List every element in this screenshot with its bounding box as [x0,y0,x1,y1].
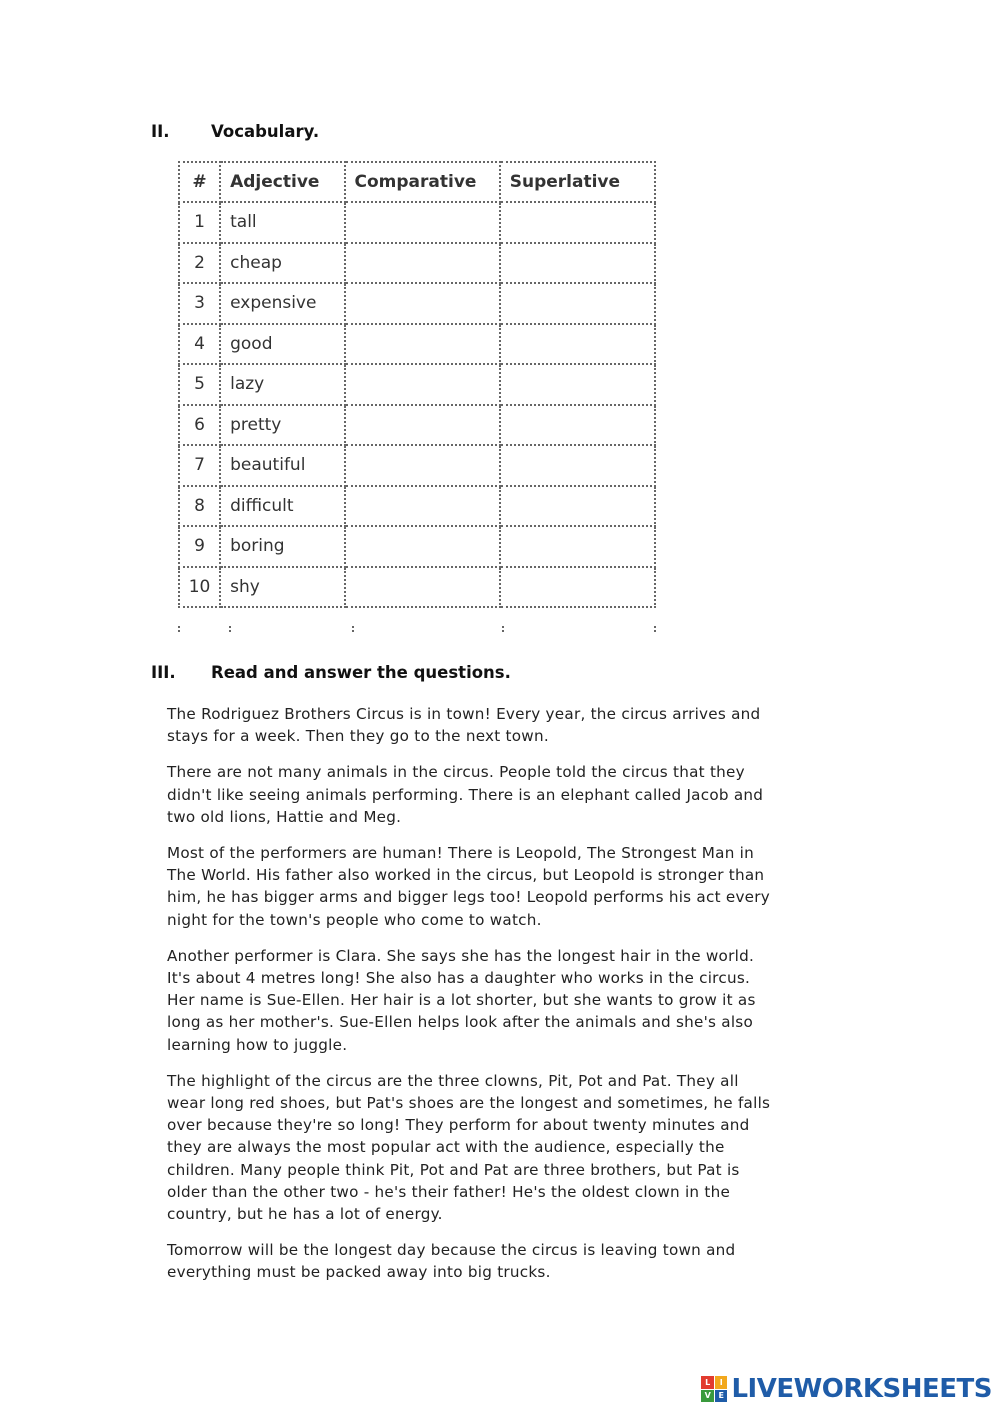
logo-letter: E [715,1390,728,1403]
logo-letter: V [701,1390,714,1403]
adjective-cell: beautiful [220,445,344,486]
row-number: 4 [179,324,220,365]
comparative-answer-cell[interactable] [345,526,500,567]
comparative-answer-cell[interactable] [345,324,500,365]
adjective-cell: pretty [220,405,344,446]
adjective-cell: tall [220,202,344,243]
adjective-cell: lazy [220,364,344,405]
superlative-answer-cell[interactable] [500,445,655,486]
row-number: 10 [179,567,220,608]
comparative-answer-cell[interactable] [345,445,500,486]
reading-paragraph: The highlight of the circus are the three clowns, Pit, Pot and Pat. They all wear long red shoes, but Pat's shoes are the longest and sometimes, he falls over because they're so long! They perform for about twenty minutes and they are always the most popular act with the audience, especially the children. Many people think Pit, Pot and Pat are three brothers, but Pat is older than the other two - he's their father! He's the oldest clown in the country, but he has a lot of energy. [167,1071,771,1224]
section-heading-vocabulary [151,122,319,141]
superlative-answer-cell[interactable] [500,526,655,567]
comparative-answer-cell[interactable] [345,486,500,527]
row-number: 1 [179,202,220,243]
row-number: 5 [179,364,220,405]
table-row [179,405,655,446]
row-number: 9 [179,526,220,567]
header-adjective: Adjective [220,162,344,202]
row-number: 8 [179,486,220,527]
superlative-answer-cell[interactable] [500,283,655,324]
liveworksheets-brand [701,1373,992,1405]
adjective-cell: boring [220,526,344,567]
superlative-answer-cell[interactable] [500,364,655,405]
table-row [179,202,655,243]
header-comparative: Comparative [345,162,500,202]
header-superlative: Superlative [500,162,655,202]
section-title: Read and answer the questions. [211,663,511,682]
superlative-answer-cell[interactable] [500,324,655,365]
row-number: 2 [179,243,220,284]
liveworksheets-logo-icon [701,1376,727,1402]
reading-paragraph: The Rodriguez Brothers Circus is in town! Every year, the circus arrives and stays for a week. Then they go to the next town. [167,705,761,746]
comparative-answer-cell[interactable] [345,283,500,324]
section-number: II. [151,122,170,141]
table-row [179,243,655,284]
table-row [179,324,655,365]
section-title: Vocabulary. [211,122,320,141]
section-number: III. [151,663,176,682]
superlative-answer-cell[interactable] [500,486,655,527]
reading-paragraph: Another performer is Clara. She says she has the longest hair in the world. It's about 4 metres long! She also has a daughter who works in the circus. Her name is Sue-Ellen. Her hair is a lot shorter, but she wants to grow it as long as her mother's. Sue-Ellen helps look after the animals and she's also learning how to juggle. [167,946,756,1054]
reading-paragraph: Tomorrow will be the longest day because the circus is leaving town and everything must be packed away into big trucks. [167,1241,736,1282]
reading-paragraph: Most of the performers are human! There is Leopold, The Strongest Man in The World. His father also worked in the circus, but Leopold is stronger than him, he has bigger arms and bigger legs too! Leopold performs his act every night for the town's people who come to watch. [167,844,771,929]
row-number: 3 [179,283,220,324]
superlative-answer-cell[interactable] [500,243,655,284]
logo-letter: L [701,1376,714,1389]
row-number: 6 [179,405,220,446]
adjective-cell: cheap [220,243,344,284]
table-tail-lines [178,626,656,632]
comparative-answer-cell[interactable] [345,243,500,284]
reading-passage [167,703,777,1298]
table-row [179,445,655,486]
header-number: # [179,162,220,202]
adjective-cell: shy [220,567,344,608]
adjective-cell: difficult [220,486,344,527]
comparative-answer-cell[interactable] [345,405,500,446]
table-row [179,364,655,405]
table-row [179,486,655,527]
superlative-answer-cell[interactable] [500,567,655,608]
comparative-answer-cell[interactable] [345,202,500,243]
section-heading-reading [151,663,511,682]
logo-letter: I [715,1376,728,1389]
table-header-row [179,162,655,202]
comparative-answer-cell[interactable] [345,567,500,608]
brand-name: LIVEWORKSHEETS [731,1374,992,1404]
adjective-cell: good [220,324,344,365]
table-row [179,526,655,567]
reading-paragraph: There are not many animals in the circus. People told the circus that they didn't like seeing animals performing. There is an elephant called Jacob and two old lions, Hattie and Meg. [167,763,764,826]
comparative-answer-cell[interactable] [345,364,500,405]
superlative-answer-cell[interactable] [500,405,655,446]
superlative-answer-cell[interactable] [500,202,655,243]
adjective-cell: expensive [220,283,344,324]
vocabulary-table [178,161,656,608]
table-row [179,283,655,324]
table-row [179,567,655,608]
row-number: 7 [179,445,220,486]
